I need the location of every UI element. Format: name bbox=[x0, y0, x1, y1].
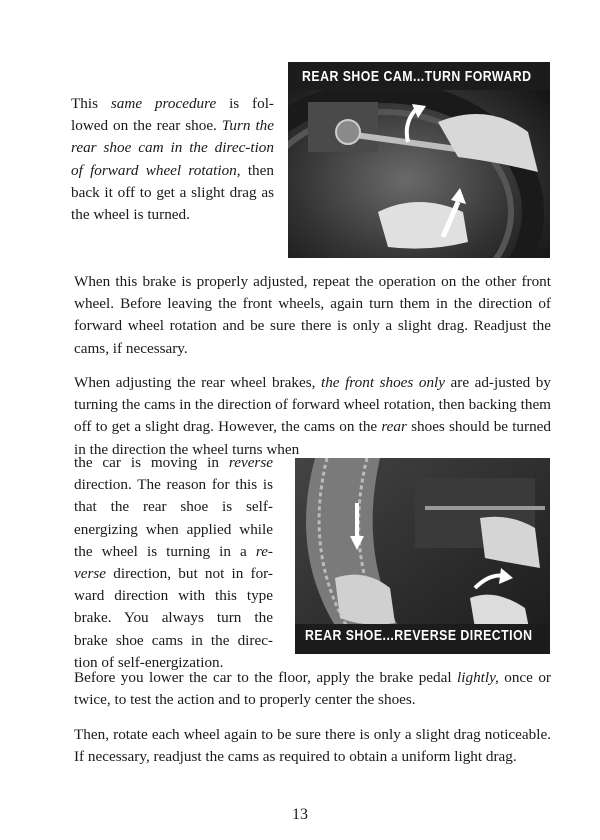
photo-reverse-direction bbox=[295, 458, 550, 654]
paragraph-rotate-wheels bbox=[74, 724, 551, 768]
text-run: Then, rotate each wheel again to be sure there is only a slight drag noticeable. If necessary, readjust the cams as required to obtain a uniform light drag. bbox=[74, 726, 551, 766]
text-run: Before you lower the car to the floor, apply the brake pedal bbox=[74, 669, 458, 686]
text-run: is fol-lowed on the rear shoe. bbox=[71, 95, 274, 135]
text-run: are ad-justed by turning the cams in the direction of forward wheel rotation, then backing them off to get a slight drag. However, the cams on the bbox=[74, 374, 551, 436]
text-run: When this brake is properly adjusted, repeat the operation on the other front wheel. Before leaving the front wheels, again turn them in the direction of forward wheel rotation and be sure there is only a slight drag. Readjust the cams, if necessary. bbox=[74, 273, 551, 357]
text-run: direction, but not in for-ward direction with this type brake. You always turn the brake shoe cams in the direc-tion of self-energization. bbox=[74, 565, 273, 671]
paragraph-lower-car bbox=[74, 667, 551, 711]
text-run: direction. The reason for this is that the rear shoe is self-energizing when applied while the wheel is turning in a bbox=[74, 476, 273, 560]
paragraph-front-brake-adjust bbox=[74, 271, 551, 360]
italic-run: the front shoes only bbox=[320, 374, 445, 391]
paragraph-rear-shoe-procedure bbox=[71, 93, 274, 226]
brake-photo-illustration bbox=[288, 62, 550, 258]
text-run: When adjusting the rear wheel brakes, bbox=[74, 374, 321, 391]
italic-run: Turn the rear shoe cam in the direc-tion of forward wheel rotation, bbox=[71, 117, 274, 179]
italic-run: rear bbox=[381, 418, 407, 436]
paragraph-rear-wheel-brakes bbox=[74, 372, 551, 461]
page-number: 13 bbox=[292, 806, 308, 823]
photo-rear-shoe-cam bbox=[288, 62, 550, 258]
photo-caption-turn-forward: REAR SHOE CAM...TURN FORWARD bbox=[302, 68, 532, 85]
italic-run: reverse bbox=[228, 454, 273, 471]
italic-run: same procedure bbox=[110, 95, 217, 112]
tire-photo-illustration bbox=[295, 458, 550, 654]
text-run: once or twice, to test the action and to properly center the shoes. bbox=[74, 669, 551, 709]
text-run: then back it off to get a slight drag as the wheel is turned. bbox=[71, 161, 274, 224]
italic-run: re-verse bbox=[74, 542, 273, 583]
text-run: shoes should be turned in the direction the wheel turns when bbox=[74, 418, 551, 458]
text-run: This bbox=[71, 95, 111, 112]
italic-run: lightly, bbox=[457, 669, 499, 686]
paragraph-self-energizing bbox=[74, 452, 273, 674]
text-run: the car is moving in bbox=[74, 454, 229, 471]
photo-caption-reverse-direction: REAR SHOE...REVERSE DIRECTION bbox=[305, 627, 533, 644]
